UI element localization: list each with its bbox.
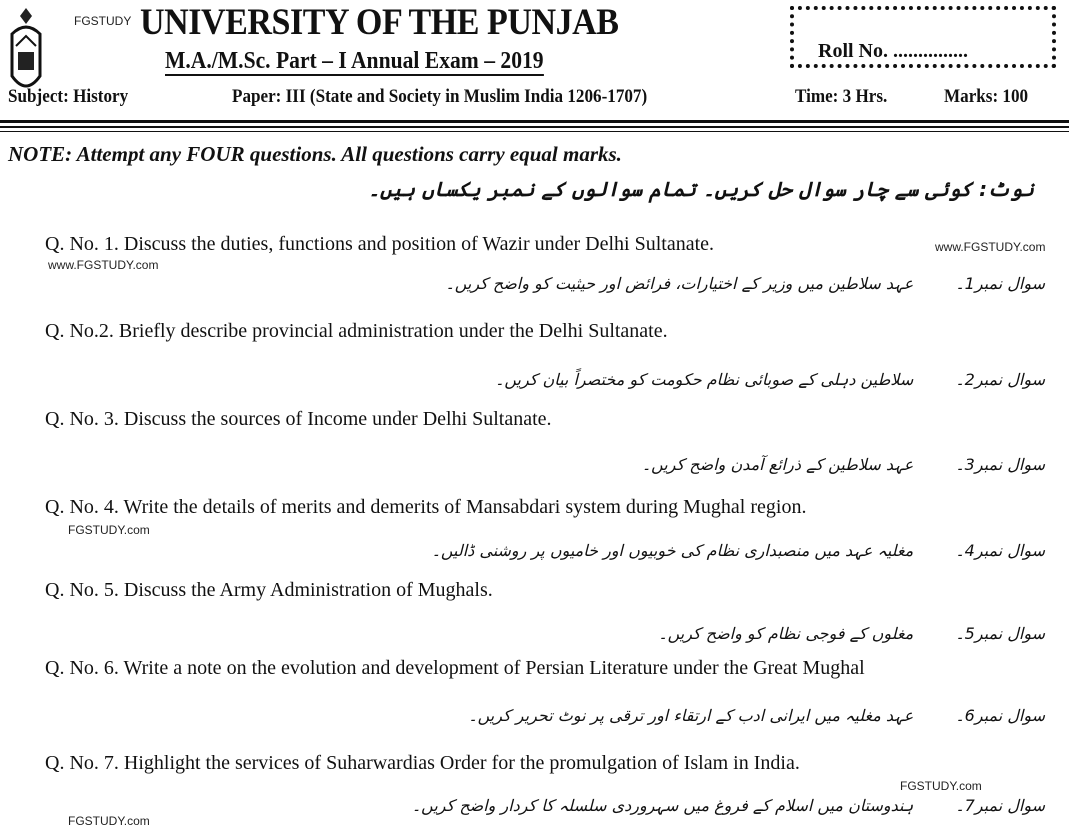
watermark: FGSTUDY.com: [900, 779, 982, 793]
watermark: www.FGSTUDY.com: [935, 240, 1046, 254]
question-5-urdu: [658, 624, 1045, 643]
question-3-urdu: [642, 455, 1045, 474]
urdu-label: سوال نمبر1۔: [955, 274, 1045, 293]
urdu-text: عہد سلاطین میں وزیر کے اختیارات، فرائض اور حیثیت کو واضح کریں۔: [445, 274, 914, 293]
divider: [0, 120, 1069, 123]
roll-number-box: [790, 6, 1056, 68]
urdu-label: سوال نمبر2۔: [955, 370, 1045, 389]
divider: [0, 131, 1069, 132]
urdu-text: عہد مغلیہ میں ایرانی ادب کے ارتقاء اور ترقی پر نوٹ تحریر کریں۔: [468, 706, 914, 725]
question-2: Q. No.2. Briefly describe provincial administration under the Delhi Sultanate.: [45, 320, 668, 342]
question-4: Q. No. 4. Write the details of merits and demerits of Mansabdari system during Mughal region.: [45, 496, 807, 518]
urdu-label: سوال نمبر4۔: [955, 541, 1045, 560]
urdu-label: سوال نمبر6۔: [955, 706, 1045, 725]
paper: Paper: III (State and Society in Muslim India 1206-1707): [232, 86, 648, 107]
roll-number-label: Roll No. ...............: [818, 40, 968, 62]
question-6: Q. No. 6. Write a note on the evolution and development of Persian Literature under the Great Mughal: [45, 657, 865, 679]
marks: Marks: 100: [944, 86, 1029, 107]
university-title: UNIVERSITY OF THE PUNJAB: [140, 2, 619, 43]
question-7-urdu: [412, 796, 1045, 815]
question-3: Q. No. 3. Discuss the sources of Income under Delhi Sultanate.: [45, 408, 552, 430]
urdu-text: ہندوستان میں اسلام کے فروغ میں سہروردی سلسلہ کا کردار واضح کریں۔: [411, 796, 914, 815]
question-5: Q. No. 5. Discuss the Army Administration of Mughals.: [45, 579, 493, 601]
urdu-text: سلاطین دہلی کے صوبائی نظام حکومت کو مختصراً بیان کریں۔: [494, 370, 914, 389]
question-4-urdu: [431, 541, 1045, 560]
exam-title: M.A./M.Sc. Part – I Annual Exam – 2019: [165, 48, 544, 74]
note-english: NOTE: Attempt any FOUR questions. All questions carry equal marks.: [8, 142, 622, 166]
university-logo: [6, 6, 46, 98]
urdu-text: مغلیہ عہد میں منصبداری نظام کی خوبیوں اور خامیوں پر روشنی ڈالیں۔: [431, 541, 914, 560]
urdu-label: سوال نمبر3۔: [955, 455, 1045, 474]
question-1-urdu: [445, 274, 1045, 293]
urdu-label: سوال نمبر7۔: [955, 796, 1045, 815]
question-6-urdu: [468, 706, 1045, 725]
watermark: FGSTUDY.com: [68, 523, 150, 537]
question-2-urdu: [495, 370, 1045, 389]
watermark: FGSTUDY.com: [68, 814, 150, 828]
question-1: Q. No. 1. Discuss the duties, functions and position of Wazir under Delhi Sultanate.: [45, 233, 715, 255]
urdu-text: مغلوں کے فوجی نظام کو واضح کریں۔: [658, 624, 914, 643]
question-7: Q. No. 7. Highlight the services of Suharwardias Order for the promulgation of Islam in India.: [45, 752, 800, 774]
time: Time: 3 Hrs.: [795, 86, 888, 107]
watermark: www.FGSTUDY.com: [48, 258, 159, 272]
urdu-text: عہد سلاطین کے ذرائع آمدن واضح کریں۔: [641, 455, 914, 474]
note-urdu: نوٹ: کوئی سے چار سوال حل کریں۔ تمام سوالوں کے نمبر یکساں ہیں۔: [368, 177, 1034, 201]
watermark: FGSTUDY: [74, 14, 132, 28]
urdu-label: سوال نمبر5۔: [955, 624, 1045, 643]
subject: Subject: History: [8, 86, 129, 107]
divider: [0, 126, 1069, 128]
